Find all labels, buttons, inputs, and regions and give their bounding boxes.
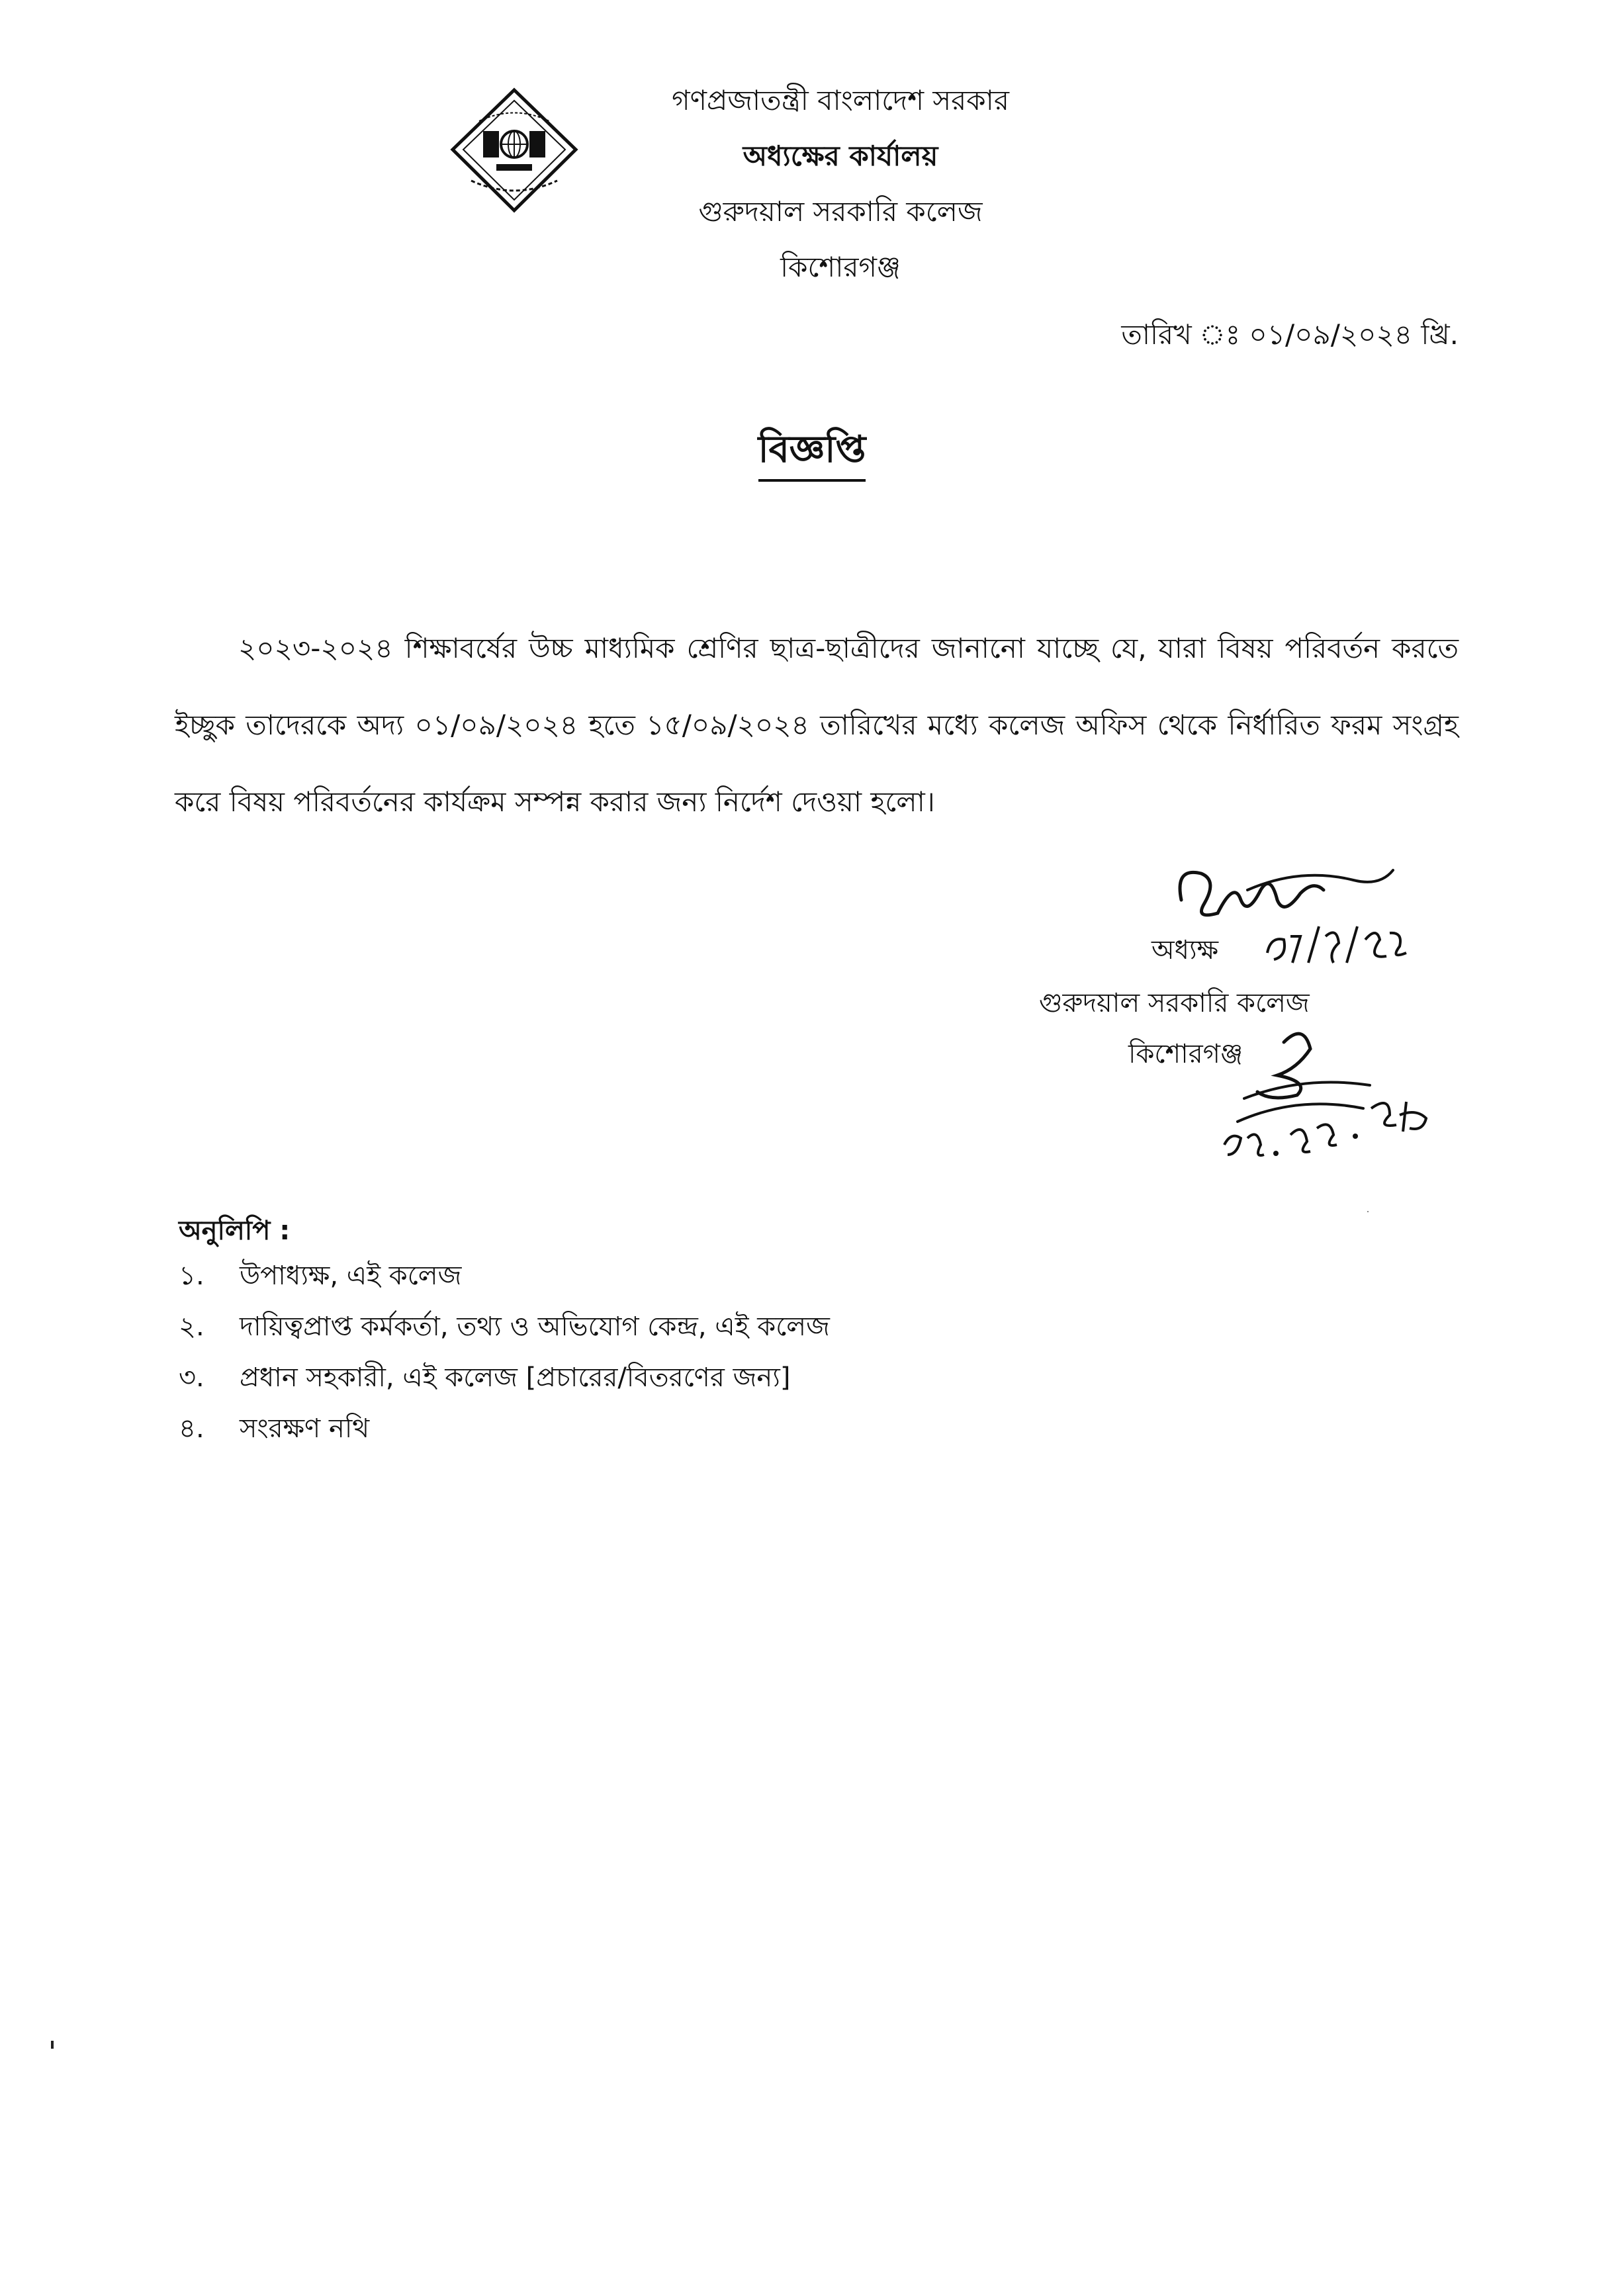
list-item — [179, 1353, 830, 1404]
notice-body: ২০২৩-২০২৪ শিক্ষাবর্ষের উচ্চ মাধ্যমিক শ্রেণির ছাত্র-ছাত্রীদের জানানো যাচ্ছে যে, যারা বিষয় পরিবর্তন করতে ইচ্ছুক তাদেরকে অদ্য ০১/০৯/২০২৪ হতে ১৫/০৯/২০২৪ তারিখের মধ্যে কলেজ অফিস থেকে নির্ধারিত ফরম সংগ্রহ করে বিষয় পরিবর্তনের কার্যক্রম সম্পন্ন করার জন্য নির্দেশ দেওয়া হলো। — [175, 632, 1459, 818]
college-seal-icon — [445, 85, 584, 217]
office-name: অধ্যক্ষের কার্যালয় — [743, 140, 938, 172]
list-item-number: ১. — [179, 1261, 204, 1291]
copies-label: অনুলিপি : — [179, 1216, 291, 1246]
notice-date: তারিখ ঃ ০১/০৯/২০২৪ খ্রি. — [1121, 318, 1459, 351]
district-name: কিশোরগঞ্জ — [780, 251, 901, 283]
list-item-text: দায়িত্বপ্রাপ্ত কর্মকর্তা, তথ্য ও অভিযোগ কেন্দ্র, এই কলেজ — [240, 1312, 830, 1342]
list-item-text: প্রধান সহকারী, এই কলেজ [প্রচারের/বিতরণের জন্য] — [240, 1362, 791, 1393]
stray-mark — [1367, 1211, 1369, 1212]
notice-title: বিজ্ঞপ্তি — [758, 424, 866, 482]
list-item — [179, 1251, 830, 1302]
initial-signature — [1198, 1022, 1463, 1181]
signature-title: অধ্যক্ষ — [1151, 935, 1219, 965]
college-name: গুরুদয়াল সরকারি কলেজ — [698, 195, 983, 228]
copies-list — [179, 1251, 830, 1454]
list-item-text: উপাধ্যক্ষ, এই কলেজ — [240, 1261, 462, 1291]
list-item-number: ৩. — [179, 1362, 204, 1393]
list-item-number: ২. — [179, 1312, 204, 1342]
notice-title-wrap — [0, 424, 1624, 482]
letterhead — [582, 73, 1099, 295]
signature-college: গুরুদয়াল সরকারি কলেজ — [1039, 988, 1310, 1018]
list-item — [179, 1404, 830, 1454]
government-name: গণপ্রজাতন্ত্রী বাংলাদেশ সরকার — [672, 84, 1009, 116]
signature-district: কিশোরগঞ্জ — [1128, 1039, 1243, 1069]
list-item-text: সংরক্ষণ নথি — [240, 1413, 370, 1444]
list-item — [179, 1302, 830, 1353]
scan-mark — [51, 2041, 54, 2049]
list-item-number: ৪. — [179, 1413, 204, 1444]
